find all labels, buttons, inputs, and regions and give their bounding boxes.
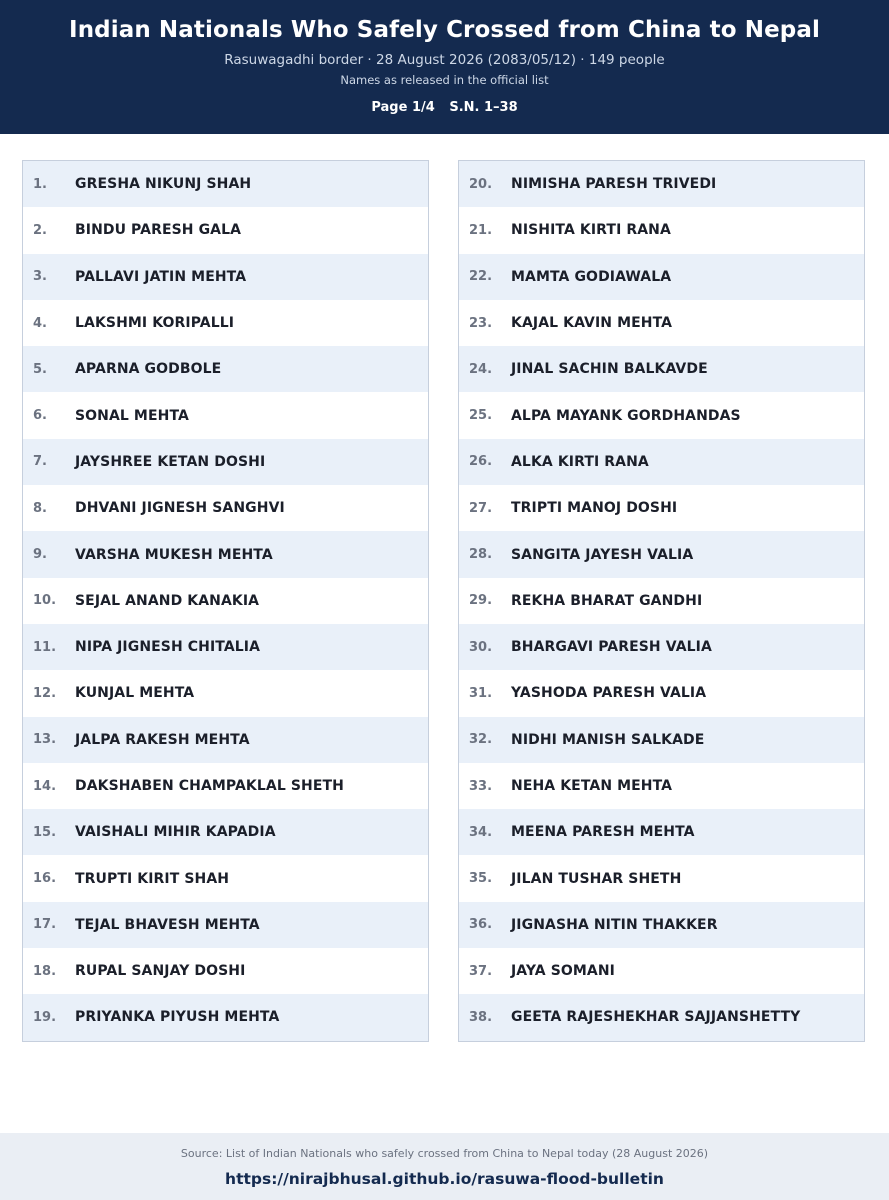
- page-subtitle: Rasuwagadhi border · 28 August 2026 (2083/05/12) · 149 people: [224, 52, 665, 68]
- serial-number: 24.: [469, 361, 493, 377]
- person-name: KAJAL KAVIN MEHTA: [511, 315, 673, 332]
- serial-number: 14.: [33, 778, 57, 794]
- person-name: SEJAL ANAND KANAKIA: [75, 592, 260, 609]
- list-row: [459, 300, 864, 346]
- serial-number: 3.: [33, 269, 47, 285]
- list-row: [23, 948, 428, 994]
- list-row: [23, 161, 428, 207]
- person-name: DHVANI JIGNESH SANGHVI: [75, 500, 285, 517]
- list-row: [23, 578, 428, 624]
- person-name: NEHA KETAN MEHTA: [511, 778, 673, 794]
- person-name: MEENA PARESH MEHTA: [511, 824, 695, 841]
- serial-number: 25.: [469, 408, 493, 424]
- serial-number: 10.: [33, 593, 57, 609]
- serial-number: 37.: [469, 963, 493, 979]
- serial-number: 19.: [33, 1009, 57, 1025]
- list-row: [459, 207, 864, 253]
- names-column-left: [22, 160, 429, 1042]
- person-name: SANGITA JAYESH VALIA: [511, 546, 694, 563]
- person-name: NIMISHA PARESH TRIVEDI: [511, 176, 717, 193]
- page-title: Indian Nationals Who Safely Crossed from China to Nepal: [69, 17, 820, 43]
- serial-number: 15.: [33, 824, 57, 840]
- list-row: [23, 902, 428, 948]
- serial-number: 5.: [33, 361, 47, 377]
- serial-number: 9.: [33, 547, 47, 563]
- serial-number: 31.: [469, 685, 493, 701]
- person-name: APARNA GODBOLE: [75, 361, 222, 378]
- serial-number: 6.: [33, 408, 47, 424]
- serial-number: 26.: [469, 454, 493, 470]
- person-name: VARSHA MUKESH MEHTA: [75, 546, 273, 563]
- person-name: TRUPTI KIRIT SHAH: [75, 870, 230, 887]
- list-row: [459, 254, 864, 300]
- list-row: [23, 392, 428, 438]
- person-name: JIGNASHA NITIN THAKKER: [511, 916, 718, 933]
- page-header: [0, 0, 889, 134]
- serial-number: 29.: [469, 593, 493, 609]
- list-row: [23, 994, 428, 1040]
- list-row: [23, 855, 428, 901]
- list-row: [459, 485, 864, 531]
- person-name: KUNJAL MEHTA: [75, 685, 195, 702]
- names-column-right: [458, 160, 865, 1042]
- list-row: [459, 948, 864, 994]
- person-name: NIPA JIGNESH CHITALIA: [75, 639, 261, 656]
- list-row: [459, 670, 864, 716]
- footer-url-link[interactable]: https://nirajbhusal.github.io/rasuwa-flood-bulletin: [225, 1170, 664, 1188]
- serial-number: 28.: [469, 547, 493, 563]
- serial-number: 20.: [469, 176, 493, 192]
- person-name: BHARGAVI PARESH VALIA: [511, 639, 712, 656]
- list-row: [23, 485, 428, 531]
- list-row: [459, 392, 864, 438]
- serial-number: 36.: [469, 917, 493, 933]
- serial-number: 16.: [33, 871, 57, 887]
- person-name: VAISHALI MIHIR KAPADIA: [75, 824, 276, 841]
- person-name: REKHA BHARAT GANDHI: [511, 592, 703, 609]
- list-row: [23, 670, 428, 716]
- person-name: YASHODA PARESH VALIA: [511, 685, 707, 702]
- list-row: [459, 161, 864, 207]
- serial-number: 8.: [33, 500, 47, 516]
- list-row: [23, 531, 428, 577]
- person-name: RUPAL SANJAY DOSHI: [75, 963, 246, 980]
- serial-number: 32.: [469, 732, 493, 748]
- list-row: [23, 254, 428, 300]
- list-row: [459, 346, 864, 392]
- footer-source: Source: List of Indian Nationals who safely crossed from China to Nepal today (28 August 2026): [180, 1147, 709, 1160]
- page-footer: [0, 1133, 889, 1200]
- person-name: ALPA MAYANK GORDHANDAS: [511, 407, 741, 424]
- person-name: ALKA KIRTI RANA: [511, 453, 649, 470]
- list-row: [23, 346, 428, 392]
- list-row: [459, 855, 864, 901]
- list-row: [459, 531, 864, 577]
- person-name: DAKSHABEN CHAMPAKLAL SHETH: [75, 778, 344, 794]
- list-row: [459, 763, 864, 809]
- person-name: TRIPTI MANOJ DOSHI: [511, 500, 678, 517]
- serial-number: 18.: [33, 963, 57, 979]
- serial-number: 12.: [33, 685, 57, 701]
- serial-number: 33.: [469, 778, 493, 794]
- serial-number: 2.: [33, 222, 47, 238]
- person-name: JAYSHREE KETAN DOSHI: [75, 453, 266, 470]
- list-row: [23, 300, 428, 346]
- serial-number: 34.: [469, 824, 493, 840]
- serial-number: 35.: [469, 871, 493, 887]
- person-name: JAYA SOMANI: [511, 963, 615, 980]
- page-indicator: [0, 99, 889, 117]
- person-name: NISHITA KIRTI RANA: [511, 222, 671, 239]
- list-row: [459, 624, 864, 670]
- person-name: JALPA RAKESH MEHTA: [75, 731, 250, 748]
- serial-number: 22.: [469, 269, 493, 285]
- serial-number: 38.: [469, 1009, 493, 1025]
- list-row: [459, 439, 864, 485]
- serial-number: 21.: [469, 222, 493, 238]
- serial-number: 4.: [33, 315, 47, 331]
- serial-number: 11.: [33, 639, 57, 655]
- serial-number: 23.: [469, 315, 493, 331]
- person-name: GRESHA NIKUNJ SHAH: [75, 176, 252, 193]
- serial-number: 27.: [469, 500, 493, 516]
- person-name: PRIYANKA PIYUSH MEHTA: [75, 1009, 280, 1026]
- list-row: [23, 439, 428, 485]
- person-name: PALLAVI JATIN MEHTA: [75, 268, 247, 285]
- person-name: NIDHI MANISH SALKADE: [511, 731, 705, 748]
- list-row: [23, 717, 428, 763]
- source-note: Names as released in the official list: [340, 73, 549, 87]
- serial-number: 30.: [469, 639, 493, 655]
- serial-number: 13.: [33, 732, 57, 748]
- page-number: Page 1/4: [371, 100, 435, 115]
- list-row: [459, 717, 864, 763]
- serial-number: 1.: [33, 176, 47, 192]
- list-row: [459, 578, 864, 624]
- person-name: JILAN TUSHAR SHETH: [511, 870, 682, 887]
- list-row: [459, 902, 864, 948]
- person-name: TEJAL BHAVESH MEHTA: [75, 916, 260, 933]
- person-name: SONAL MEHTA: [75, 407, 189, 424]
- person-name: GEETA RAJESHEKHAR SAJJANSHETTY: [511, 1009, 801, 1026]
- serial-number: 7.: [33, 454, 47, 470]
- person-name: BINDU PARESH GALA: [75, 222, 242, 239]
- list-row: [23, 809, 428, 855]
- list-row: [459, 809, 864, 855]
- person-name: LAKSHMI KORIPALLI: [75, 315, 235, 332]
- list-row: [459, 994, 864, 1040]
- person-name: MAMTA GODIAWALA: [511, 268, 672, 285]
- list-row: [23, 763, 428, 809]
- list-row: [23, 624, 428, 670]
- person-name: JINAL SACHIN BALKAVDE: [511, 361, 708, 378]
- serial-range: S.N. 1–38: [449, 100, 518, 115]
- list-row: [23, 207, 428, 253]
- serial-number: 17.: [33, 917, 57, 933]
